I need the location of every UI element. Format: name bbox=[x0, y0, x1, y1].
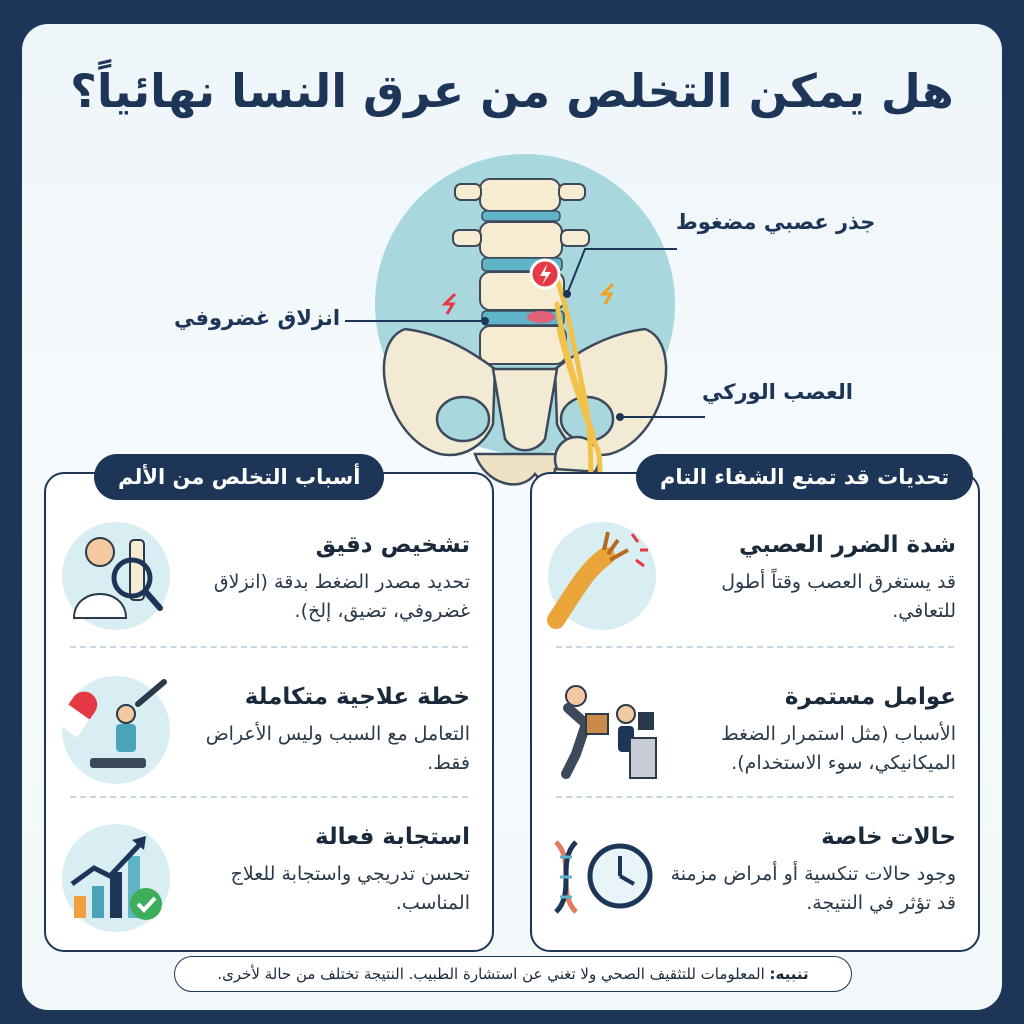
disclaimer-note bbox=[174, 956, 852, 992]
item-title: عوامل مستمرة bbox=[784, 684, 956, 710]
callout-dot bbox=[481, 317, 489, 325]
item-title: تشخيص دقيق bbox=[315, 532, 470, 558]
dna-clock-icon bbox=[546, 822, 658, 934]
item-title: شدة الضرر العصبي bbox=[738, 532, 956, 558]
item-text: التعامل مع السبب وليس الأعراض فقط. bbox=[205, 723, 470, 775]
relief-item-plan bbox=[180, 684, 470, 779]
divider bbox=[70, 646, 468, 648]
infographic-card bbox=[22, 24, 1002, 1010]
item-text: الأسباب (مثل استمرار الضغط الميكانيكي، سوء الاستخدام). bbox=[721, 723, 956, 775]
relief-item-response bbox=[180, 824, 470, 919]
item-title: استجابة فعالة bbox=[315, 824, 470, 850]
challenge-item-ongoing-factors bbox=[666, 684, 956, 779]
divider bbox=[556, 796, 954, 798]
divider bbox=[556, 646, 954, 648]
label-herniated-disc: انزلاق غضروفي bbox=[174, 306, 341, 330]
doctor-magnifier-icon bbox=[60, 520, 172, 632]
challenge-item-nerve-damage bbox=[666, 532, 956, 627]
note-label: تنبيه: bbox=[769, 965, 809, 983]
challenges-panel bbox=[530, 465, 980, 952]
item-text: قد يستغرق العصب وقتاً أطول للتعافي. bbox=[721, 571, 956, 623]
item-title: خطة علاجية متكاملة bbox=[244, 684, 470, 710]
relief-item-diagnosis bbox=[180, 532, 470, 627]
challenge-item-special-cases bbox=[666, 824, 956, 919]
item-text: تحسن تدريجي واستجابة للعلاج المناسب. bbox=[230, 863, 470, 915]
label-compressed-nerve-root: جذر عصبي مضغوط bbox=[676, 210, 876, 234]
relief-panel-header: أسباب التخلص من الألم bbox=[94, 454, 384, 500]
challenges-panel-header: تحديات قد تمنع الشفاء التام bbox=[636, 454, 973, 500]
item-title: حالات خاصة bbox=[821, 824, 956, 850]
callout-dot bbox=[563, 290, 571, 298]
damaged-nerve-icon bbox=[546, 520, 658, 632]
divider bbox=[70, 796, 468, 798]
relief-reasons-panel bbox=[44, 465, 494, 952]
item-text: وجود حالات تنكسية أو أمراض مزمنة قد تؤثر في النتيجة. bbox=[670, 863, 956, 915]
label-sciatic-nerve: العصب الوركي bbox=[702, 380, 853, 404]
treatment-plan-icon bbox=[60, 674, 172, 786]
callout-dot bbox=[616, 413, 624, 421]
herniation-bulge bbox=[527, 311, 555, 323]
item-text: تحديد مصدر الضغط بدقة (انزلاق غضروفي، تضيق، إلخ). bbox=[213, 571, 470, 623]
note-text: المعلومات للتثقيف الصحي ولا تغني عن استشارة الطبيب. النتيجة تختلف من حالة لأخرى. bbox=[217, 965, 765, 983]
page-title: هل يمكن التخلص من عرق النسا نهائياً؟ bbox=[70, 64, 954, 118]
lifting-desk-icon bbox=[546, 674, 658, 786]
rising-chart-icon bbox=[60, 822, 172, 934]
